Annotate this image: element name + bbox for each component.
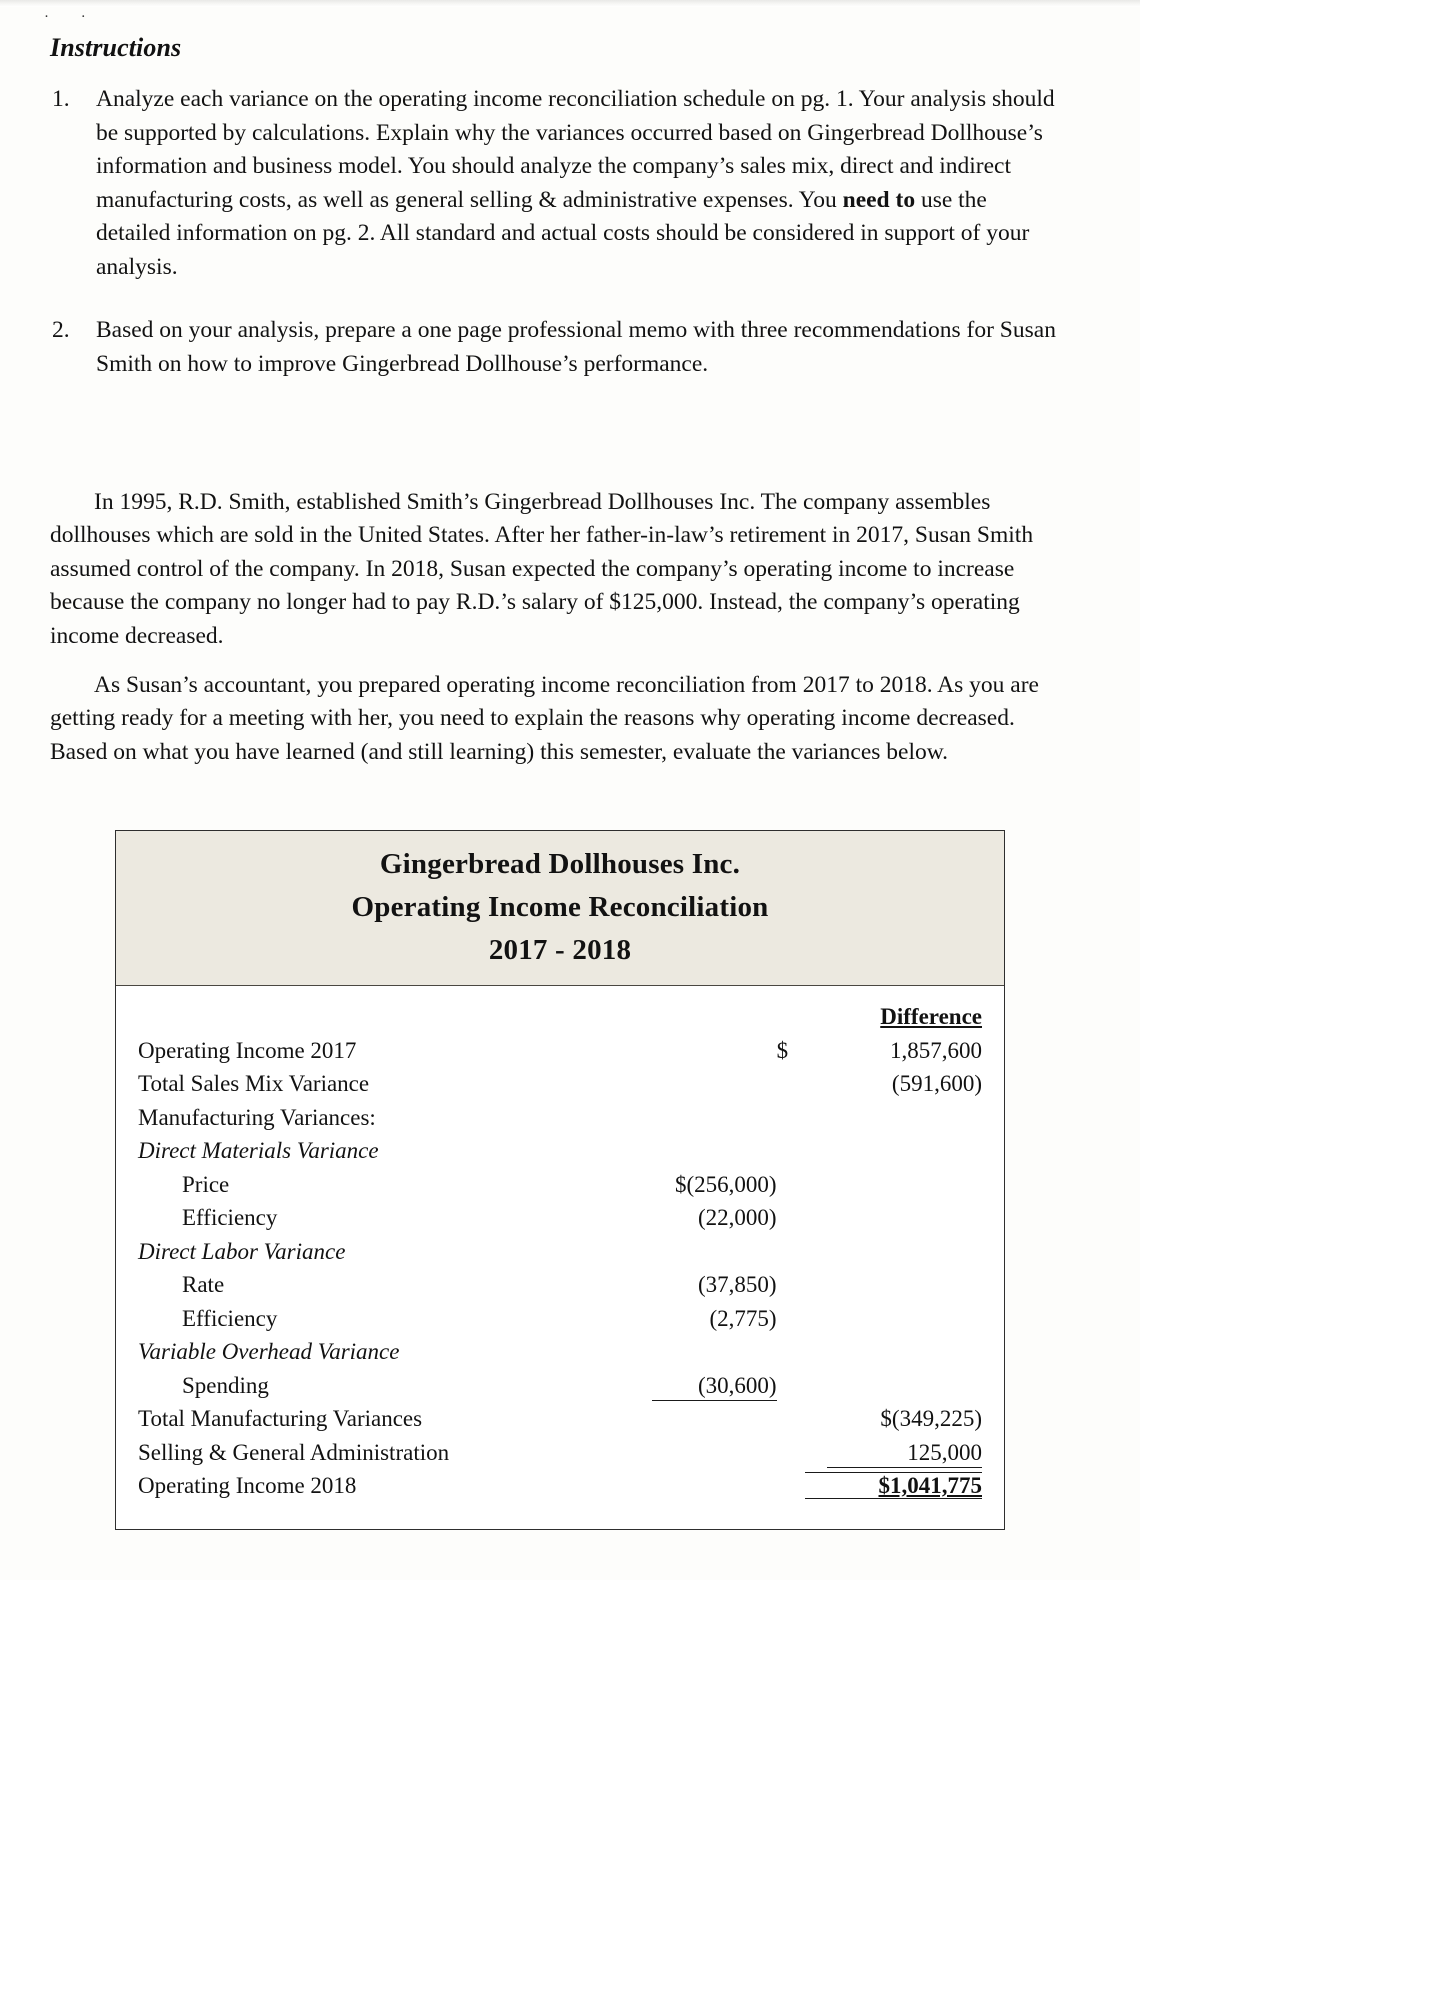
instructions-list [50,83,1060,411]
instruction-number: 1. [52,86,70,112]
table-row [138,1134,982,1168]
row-currency-symbol [777,1235,805,1269]
row-currency-symbol [777,1201,805,1235]
row-label: Efficiency [182,1205,278,1230]
row-label: Spending [182,1372,269,1398]
row-detail-amount [590,1034,777,1068]
instruction-text-part-a: Analyze each variance on the operating income reconciliation schedule on pg. 1. Your analysis should be supported by calculations. Explain why the variances occurred based on Gingerbread Dollhouse’s information and business model. You should analyze the company’s sales mix, direct and indirect manufacturing costs, as well as general selling & administrative expenses. You [96,86,1055,213]
operating-income-reconciliation-table [115,830,1005,1530]
row-currency-symbol: $ [776,1037,789,1063]
row-difference-amount [805,1335,983,1369]
instruction-text-part-b: use the detailed information on pg. 2. All standard and actual costs should be considered in support of your analysis. [96,186,1030,280]
table-row [138,1168,982,1202]
table-title-band [116,831,1004,986]
row-difference-amount [805,1268,983,1302]
row-difference-amount: $1,041,775 [805,1469,983,1503]
row-currency-symbol [777,1436,805,1470]
table-body [116,986,1004,1529]
row-label: Variable Overhead Variance [138,1339,400,1364]
row-detail-amount: (30,600) [590,1369,777,1403]
row-detail-amount [590,1402,777,1436]
row-label: Operating Income 2017 [138,1037,357,1063]
row-difference-amount [805,1302,983,1336]
row-label: Direct Materials Variance [138,1138,379,1163]
instruction-text-emphasis: need to [842,186,916,213]
instructions-heading: Instructions [50,33,182,62]
row-detail-amount [590,1101,777,1135]
difference-header-label: Difference [880,1004,982,1029]
row-label: Rate [182,1272,225,1297]
table-title-company: Gingerbread Dollhouses Inc. [379,848,741,880]
row-detail-amount: (2,775) [709,1305,777,1331]
table-row [138,1335,982,1369]
instruction-item-2 [50,314,1060,381]
row-difference-amount: (591,600) [891,1071,982,1096]
row-detail-amount: (37,850) [698,1272,777,1297]
row-detail-amount [590,1067,777,1101]
instruction-text-part-a: Based on your analysis, prepare a one page professional memo with three recommendations for Susan Smith on how to improve Gingerbread Dollhouse’s performance. [96,317,1056,377]
row-difference-amount [805,1201,983,1235]
row-label: Operating Income 2018 [138,1473,357,1498]
paragraph-company-history: In 1995, R.D. Smith, established Smith’s Gingerbread Dollhouses Inc. The company assembles dollhouses which are sold in the United States. After her father-in-law’s retirement in 2017, Susan Smith assumed control of the company. In 2018, Susan expected the company’s operating income to increase because the company no longer had to pay R.D.’s salary of $125,000. Instead, the company’s operating income decreased. [50,488,1034,649]
table-title-statement: Operating Income Reconciliation [351,891,769,923]
table-row [138,1268,982,1302]
row-currency-symbol [777,1101,805,1135]
row-currency-symbol [777,1268,805,1302]
header-spacer [138,1000,590,1034]
row-detail-amount [590,1335,777,1369]
row-difference-amount [805,1235,983,1269]
row-currency-symbol [777,1335,805,1369]
table-row [138,1235,982,1269]
instruction-item-1 [50,83,1060,284]
row-currency-symbol [777,1168,805,1202]
row-currency-symbol [777,1469,805,1503]
row-label: Total Sales Mix Variance [138,1071,370,1096]
table-row [138,1402,982,1436]
row-label: Selling & General Administration [138,1439,450,1465]
row-difference-amount [805,1134,983,1168]
table-row [138,1067,982,1101]
scan-artifact-dots: · · [44,9,100,25]
row-currency-symbol [777,1134,805,1168]
row-label: Manufacturing Variances: [138,1104,376,1130]
row-detail-amount: $(256,000) [675,1171,777,1197]
table-row [138,1201,982,1235]
row-detail-amount [590,1436,777,1470]
table-row [138,1101,982,1135]
header-spacer-dollar [777,1000,805,1034]
table-row [138,1369,982,1403]
row-difference-amount: 1,857,600 [890,1037,982,1063]
row-detail-amount: (22,000) [698,1205,777,1230]
row-difference-amount [805,1168,983,1202]
row-currency-symbol [777,1302,805,1336]
table-title-period: 2017 - 2018 [488,934,632,966]
row-difference-amount [805,1369,983,1403]
table-header-row [138,1000,982,1034]
row-difference-amount: $(349,225) [880,1406,982,1431]
table-row [138,1034,982,1068]
column-header-difference [805,1000,983,1034]
scan-edge [0,0,1140,7]
table-row [138,1469,982,1503]
row-detail-amount [590,1469,777,1503]
row-difference-amount [805,1101,983,1135]
row-detail-amount [590,1134,777,1168]
row-currency-symbol [777,1067,805,1101]
row-detail-amount [590,1235,777,1269]
row-label: Total Manufacturing Variances [138,1406,423,1431]
table-row [138,1436,982,1470]
reconciliation-rows [138,1000,982,1503]
row-label: Direct Labor Variance [138,1238,346,1264]
table-row [138,1302,982,1336]
instruction-number: 2. [52,317,70,343]
row-currency-symbol [777,1402,805,1436]
paragraph-accountant-context: As Susan’s accountant, you prepared operating income reconciliation from 2017 to 2018. As you are getting ready for a meeting with her, you need to explain the reasons why operating income decreased. Based on what you have learned (and still learning) this semester, evaluate the variances below. [50,671,1039,765]
row-difference-amount: 125,000 [805,1436,983,1470]
header-spacer-mid [590,1000,777,1034]
row-label: Efficiency [182,1305,278,1331]
row-label: Price [182,1171,230,1197]
row-currency-symbol [777,1369,805,1403]
